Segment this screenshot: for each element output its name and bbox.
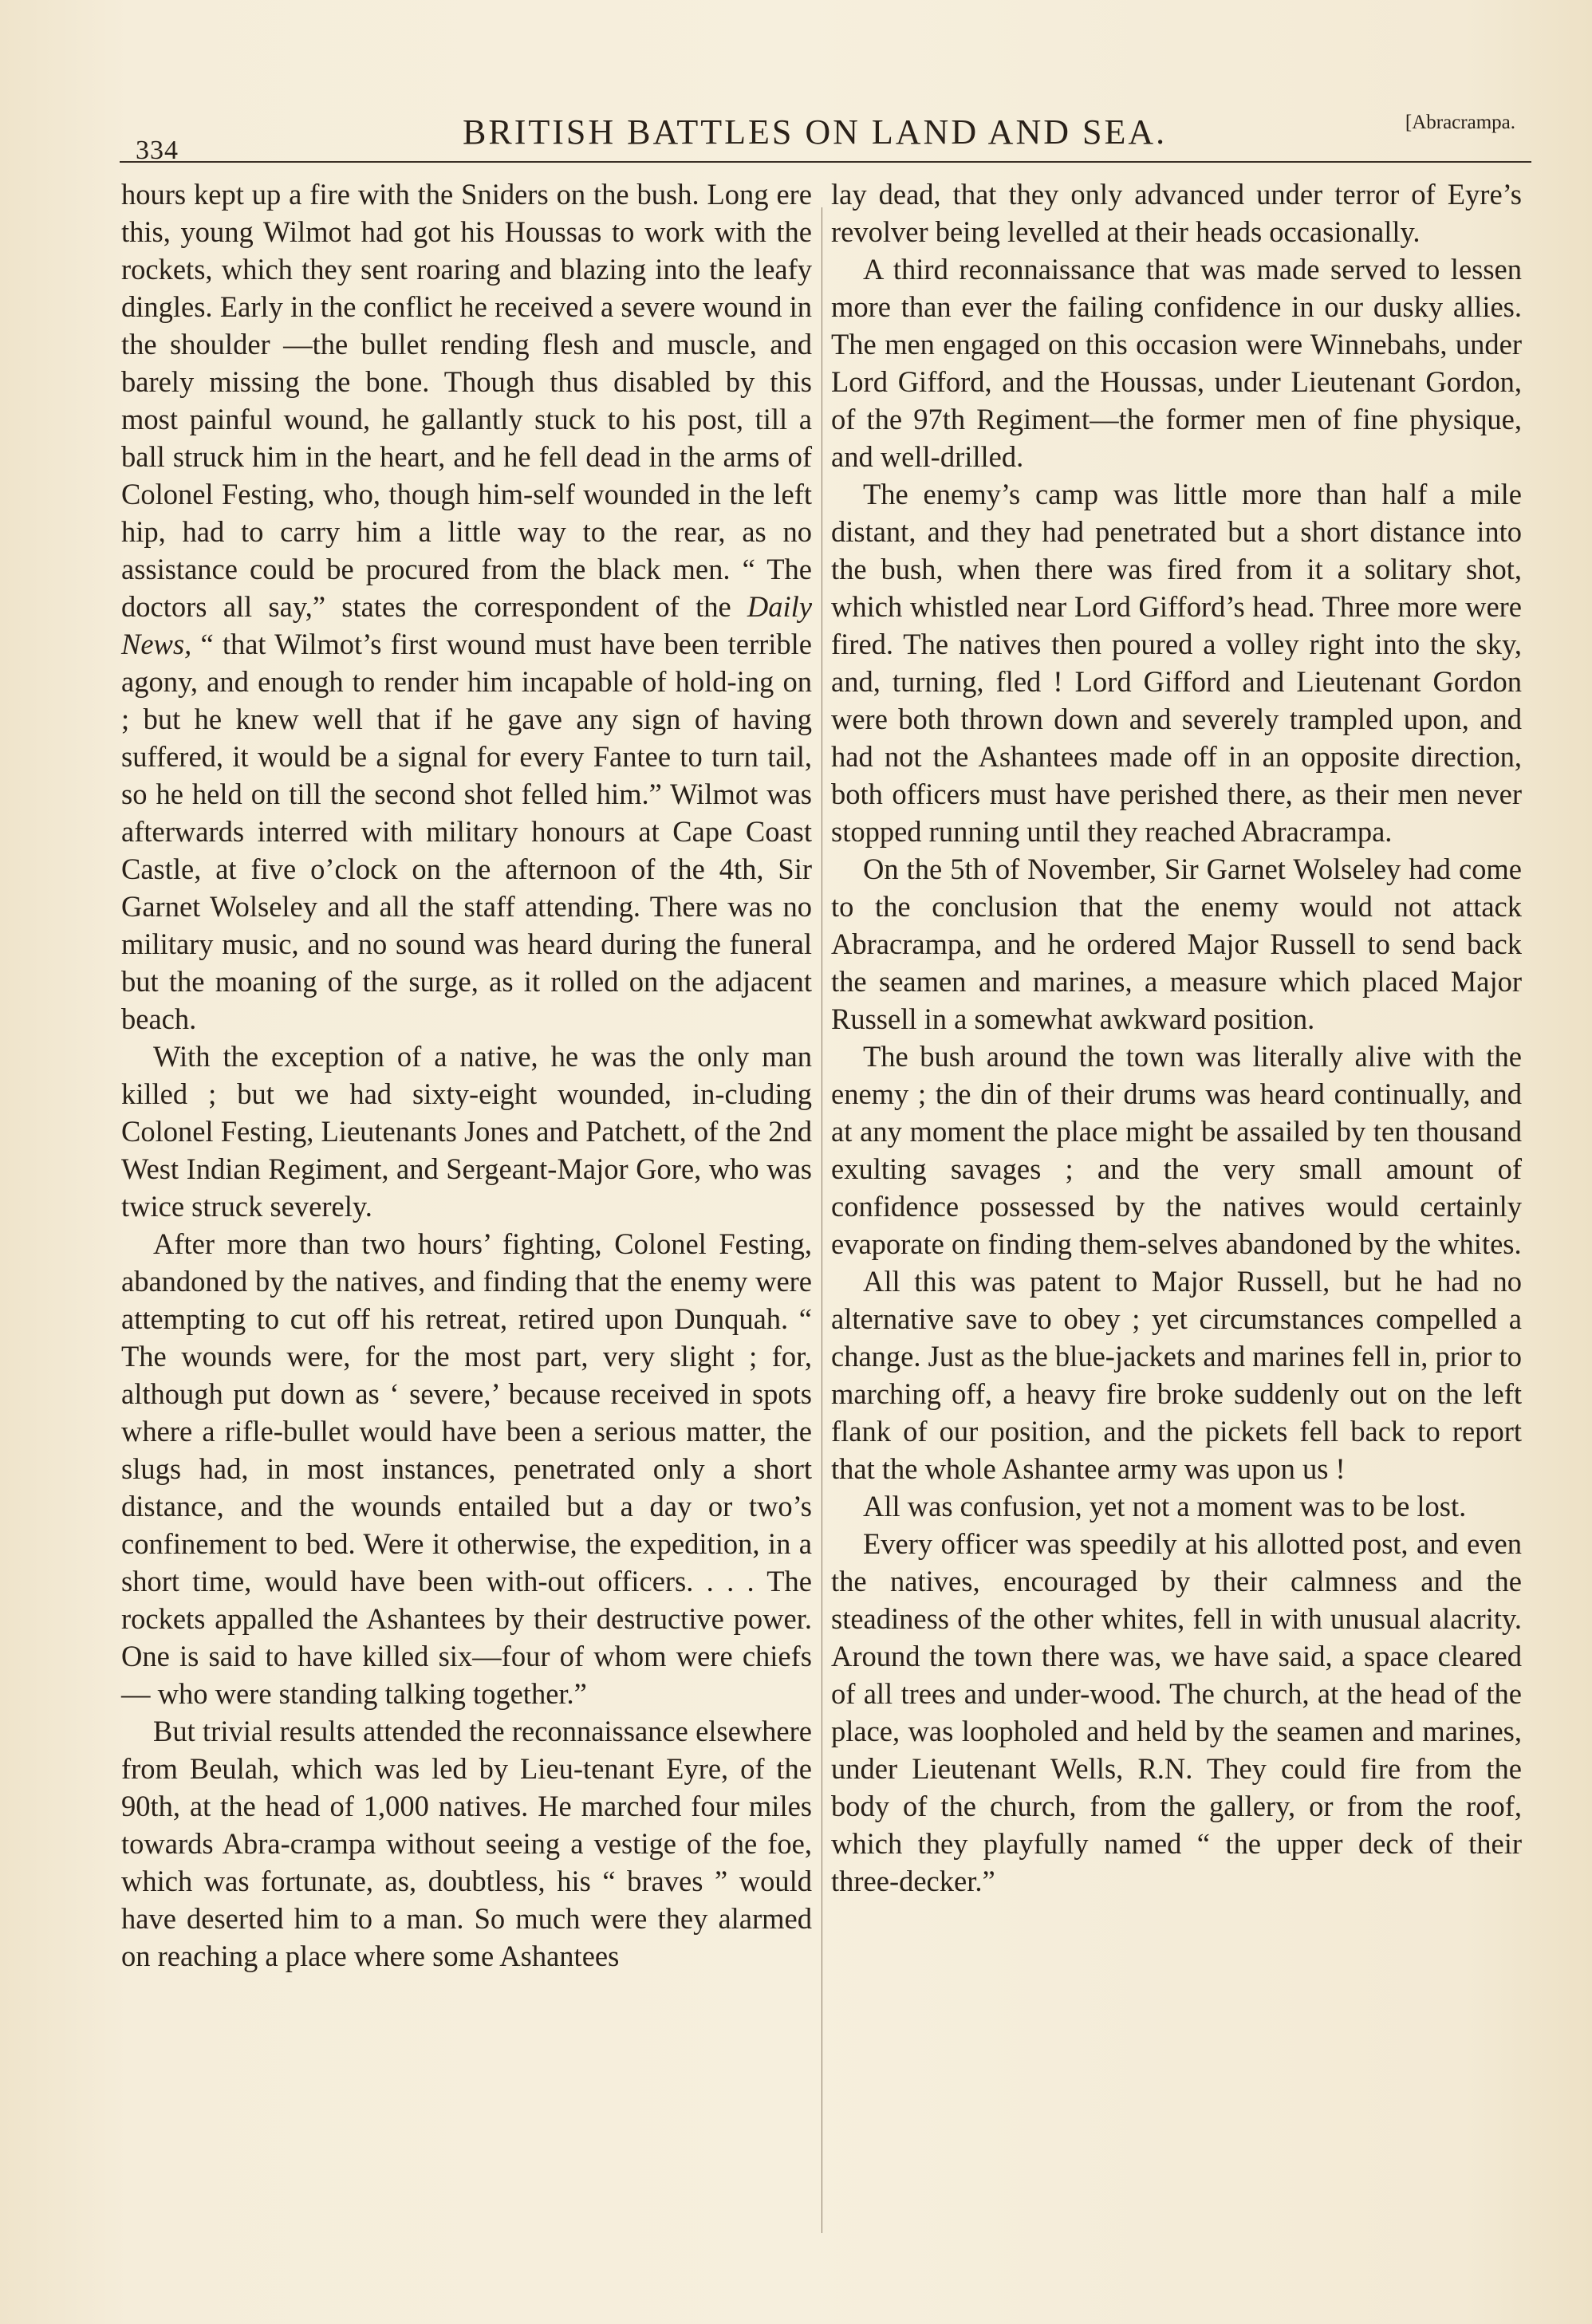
paragraph-text: “ that Wilmot’s first wound must have been terrible agony, and enough to render him incapable of hold-ing on ; but he knew well that if he gave any sign of having suffered, it would be a signal for every Fantee to turn tail, so he held on till the second shot felled him.” Wilmot was afterwards interred with military honours at Cape Coast Castle, at five o’clock on the afternoon of the 4th, Sir Garnet Wolseley and all the staff attending. There was no military music, and no sound was heard during the funeral but the moaning of the surge, as it rolled on the adjacent beach.: [121, 628, 813, 1035]
paragraph: A third reconnaissance that was made served to lessen more than ever the failing confidence in our dusky allies. The men engaged on this occasion were Winnebahs, under Lord Gifford, and the Houssas, under Lieutenant Gordon, of the 97th Regiment—the former men of fine physique, and well-drilled.: [831, 253, 1522, 473]
paragraph: On the 5th of November, Sir Garnet Wolseley had come to the conclusion that the enemy would not attack Abracrampa, and he ordered Major Russell to send back the seamen and marines, a measure which placed Major Russell in a somewhat awkward position.: [831, 853, 1522, 1035]
running-title: BRITISH BATTLES ON LAND AND SEA.: [463, 112, 1168, 152]
paragraph-text: hours kept up a fire with the Sniders on the bush. Long ere this, young Wilmot had got his Houssas to work with the rockets, which they sent roaring and blazing into the leafy dingles. Early in the conflict he received a severe wound in the shoulder —the bullet rending flesh and muscle, and barely missing the bone. Though thus disabled by this most painful wound, he gallantly stuck to his post, till a ball struck him in the heart, and he fell dead in the arms of Colonel Festing, who, though him-self wounded in the left hip, had to carry him a little way to the rear, as no assistance could be procured from the black men. “ The doctors all say,” states the correspondent of the: [121, 178, 812, 623]
paragraph: All this was patent to Major Russell, but he had no alternative save to obey ; yet circumstances compelled a change. Just as the blue-jackets and marines fell in, prior to marching off, a heavy fire broke suddenly out on the left flank of our position, and the pickets fell back to report that the whole Ashantee army was upon us !: [831, 1265, 1522, 1485]
page-number: 334: [136, 136, 179, 165]
paragraph: The bush around the town was literally alive with the enemy ; the din of their drums was heard continually, and at any moment the place might be assailed by ten thousand exulting savages ; and the very small amount of confidence possessed by the natives would certainly evaporate on finding them-selves abandoned by the whites.: [831, 1040, 1522, 1260]
paragraph: All was confusion, yet not a moment was to be lost.: [863, 1490, 1467, 1522]
paragraph: lay dead, that they only advanced under terror of Eyre’s revolver being levelled at their heads occasionally.: [831, 178, 1522, 248]
paragraph: [121, 175, 812, 1038]
left-column: [121, 175, 812, 1975]
header-rule: [120, 161, 1531, 163]
running-section-label: [Abracrampa.: [1405, 112, 1515, 133]
newspaper-title: Daily News,: [121, 590, 813, 660]
page-header: [120, 94, 1531, 174]
paragraph: The enemy’s camp was little more than half a mile distant, and they had penetrated but a short distance into the bush, when there was fired from it a solitary shot, which whistled near Lord Gifford’s head. Three more were fired. The natives then poured a volley right into the sky, and, turning, fled ! Lord Gifford and Lieutenant Gordon were both thrown down and severely trampled upon, and had not the Ashantees made off in an opposite direction, both officers must have perished there, as their men never stopped running until they reached Abracrampa.: [831, 478, 1522, 848]
right-column: [831, 175, 1522, 1900]
paragraph: Every officer was speedily at his allotted post, and even the natives, encouraged by their calmness and the steadiness of the other whites, fell in with unusual alacrity. Around the town there was, we have said, a space cleared of all trees and under-wood. The church, at the head of the place, was loopholed and held by the seamen and marines, under Lieutenant Wells, R.N. They could fire from the body of the church, from the gallery, or from the roof, which they playfully named “ the upper deck of their three-decker.”: [831, 1527, 1522, 1897]
paragraph: But trivial results attended the reconnaissance elsewhere from Beulah, which was led by Lieu-tenant Eyre, of the 90th, at the head of 1,000 natives. He marched four miles towards Abra-crampa without seeing a vestige of the foe, which was fortunate, as, doubtless, his “ braves ” would have deserted him to a man. So much were they alarmed on reaching a place where some Ashantees: [121, 1715, 812, 1972]
paragraph: After more than two hours’ fighting, Colonel Festing, abandoned by the natives, and finding that the enemy were attempting to cut off his retreat, retired upon Dunquah. “ The wounds were, for the most part, very slight ; for, although put down as ‘ severe,’ because received in spots where a rifle-bullet would have been a serious matter, the slugs had, in most instances, penetrated only a short distance, and the wounds entailed but a day or two’s confinement to bed. Were it otherwise, the expedition, in a short time, would have been with-out officers. . . . The rockets appalled the Ashantees by their destructive power. One is said to have killed six—four of whom were chiefs— who were standing talking together.”: [121, 1227, 812, 1710]
paragraph: With the exception of a native, he was the only man killed ; but we had sixty-eight wounded, in-cluding Colonel Festing, Lieutenants Jones and Patchett, of the 2nd West Indian Regiment, and Sergeant-Major Gore, who was twice struck severely.: [121, 1040, 812, 1223]
